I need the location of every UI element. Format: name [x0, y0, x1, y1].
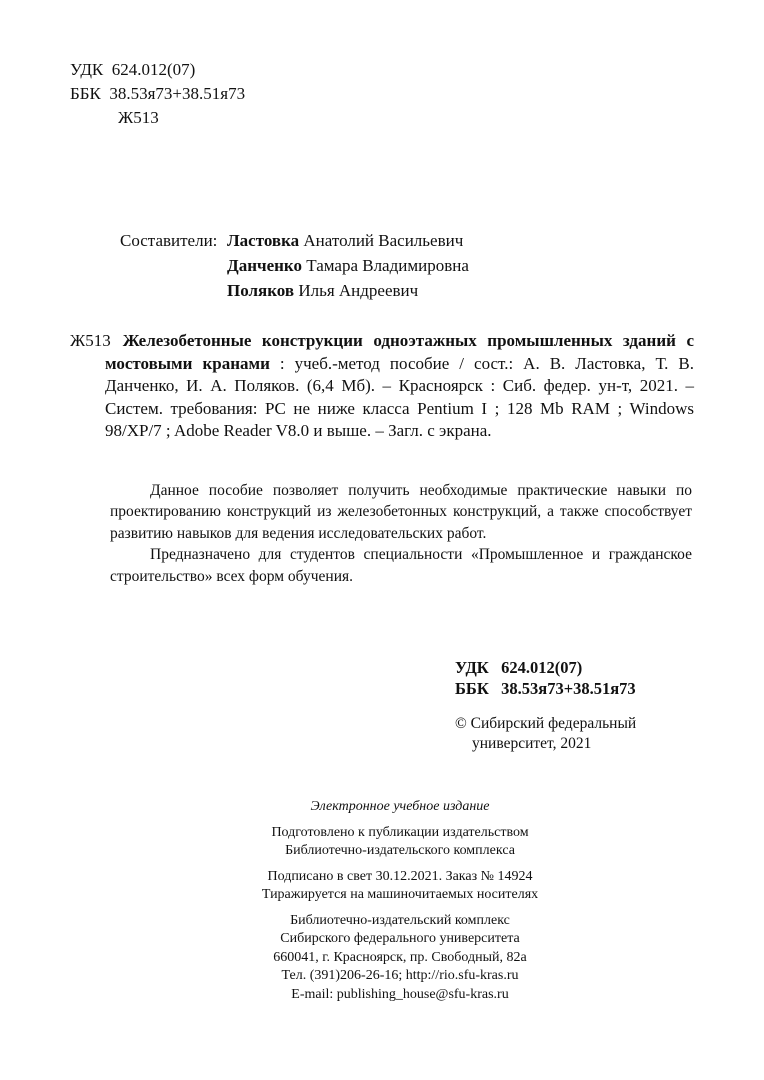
publisher-group — [110, 912, 690, 1005]
prepared-line-2: Библиотечно-издательского комплекса — [285, 843, 515, 858]
publisher-line-1: Библиотечно-издательский комплекс — [290, 912, 510, 928]
bbk-top: ББК 38.53я73+38.51я73 — [70, 84, 246, 103]
compiler-name — [227, 278, 418, 303]
prepared-by-group — [110, 824, 690, 861]
publisher-address: 660041, г. Красноярск, пр. Свободный, 82а — [273, 949, 527, 965]
compiler-name — [227, 253, 469, 278]
udk-right: УДК 624.012(07) — [455, 658, 583, 677]
publisher-email: E-mail: publishing_house@sfu-kras.ru — [291, 986, 509, 1002]
copyright-line-1: © Сибирский федеральный — [455, 715, 637, 732]
entry-description: : учеб.-метод пособие / сост.: А. В. Ластовка, Т. В. Данченко, И. А. Поляков. (6,4 Мб). – Красноярск : Сиб. федер. ун-т, 2021. – Систем. требования: PC не ниже класса Pentium I ; 128 Mb RAM ; Windows 98/XP/7 ; Adobe Reader V8.0 и выше. – Загл. с экрана. — [105, 353, 694, 440]
bbk-right: ББК 38.53я73+38.51я73 — [455, 679, 636, 698]
media-note: Тиражируется на машиночитаемых носителях — [261, 887, 539, 902]
prepared-line-1: Подготовлено к публикации издательством — [271, 824, 529, 840]
annotation-paragraph-2: Предназначено для студентов специальности «Промышленное и гражданское строительство» всех форм обучения. — [110, 546, 692, 585]
compilers-block — [120, 228, 694, 303]
compiler-surname: Данченко — [227, 256, 302, 275]
publisher-phone-url: Тел. (391)206-26-16; http://rio.sfu-kras.ru — [281, 968, 519, 983]
book-code-top: Ж513 — [118, 108, 159, 127]
compiler-surname: Поляков — [227, 281, 295, 300]
compiler-name — [227, 228, 463, 253]
compiler-given-names: Илья Андреевич — [294, 281, 419, 300]
entry-code: Ж513 — [70, 331, 111, 350]
annotation-block — [110, 480, 692, 588]
copyright-block — [455, 714, 694, 754]
copyright-line-2: университет, 2021 — [472, 735, 592, 752]
entry-title: Железобетонные конструкции одноэтажных промышленных зданий с мостовыми кранами — [105, 331, 694, 373]
signed-date-order: Подписано в свет 30.12.2021. Заказ № 14924 — [267, 868, 533, 884]
compiler-surname: Ластовка — [227, 231, 300, 250]
compiler-given-names: Анатолий Васильевич — [299, 231, 464, 250]
annotation-paragraph-1: Данное пособие позволяет получить необходимые практические навыки по проектированию конструкций из железобетонных конструкций, а также способствует развитию навыков для ведения исследовательских работ. — [110, 481, 692, 542]
publisher-line-2: Сибирского федерального университета — [280, 931, 520, 946]
udk-top: УДК 624.012(07) — [70, 60, 196, 79]
udk-right-block — [455, 657, 694, 699]
compiler-given-names: Тамара Владимировна — [302, 256, 469, 275]
compiler-row — [120, 253, 694, 278]
compiler-row — [120, 228, 694, 253]
compilers-label: Составители: — [120, 231, 218, 250]
print-info-group — [110, 868, 690, 905]
compiler-row — [120, 278, 694, 303]
bibliographic-entry — [70, 330, 694, 443]
colophon-block — [110, 798, 690, 1004]
edition-type: Электронное учебное издание — [310, 799, 490, 814]
top-codes-block — [70, 58, 694, 130]
